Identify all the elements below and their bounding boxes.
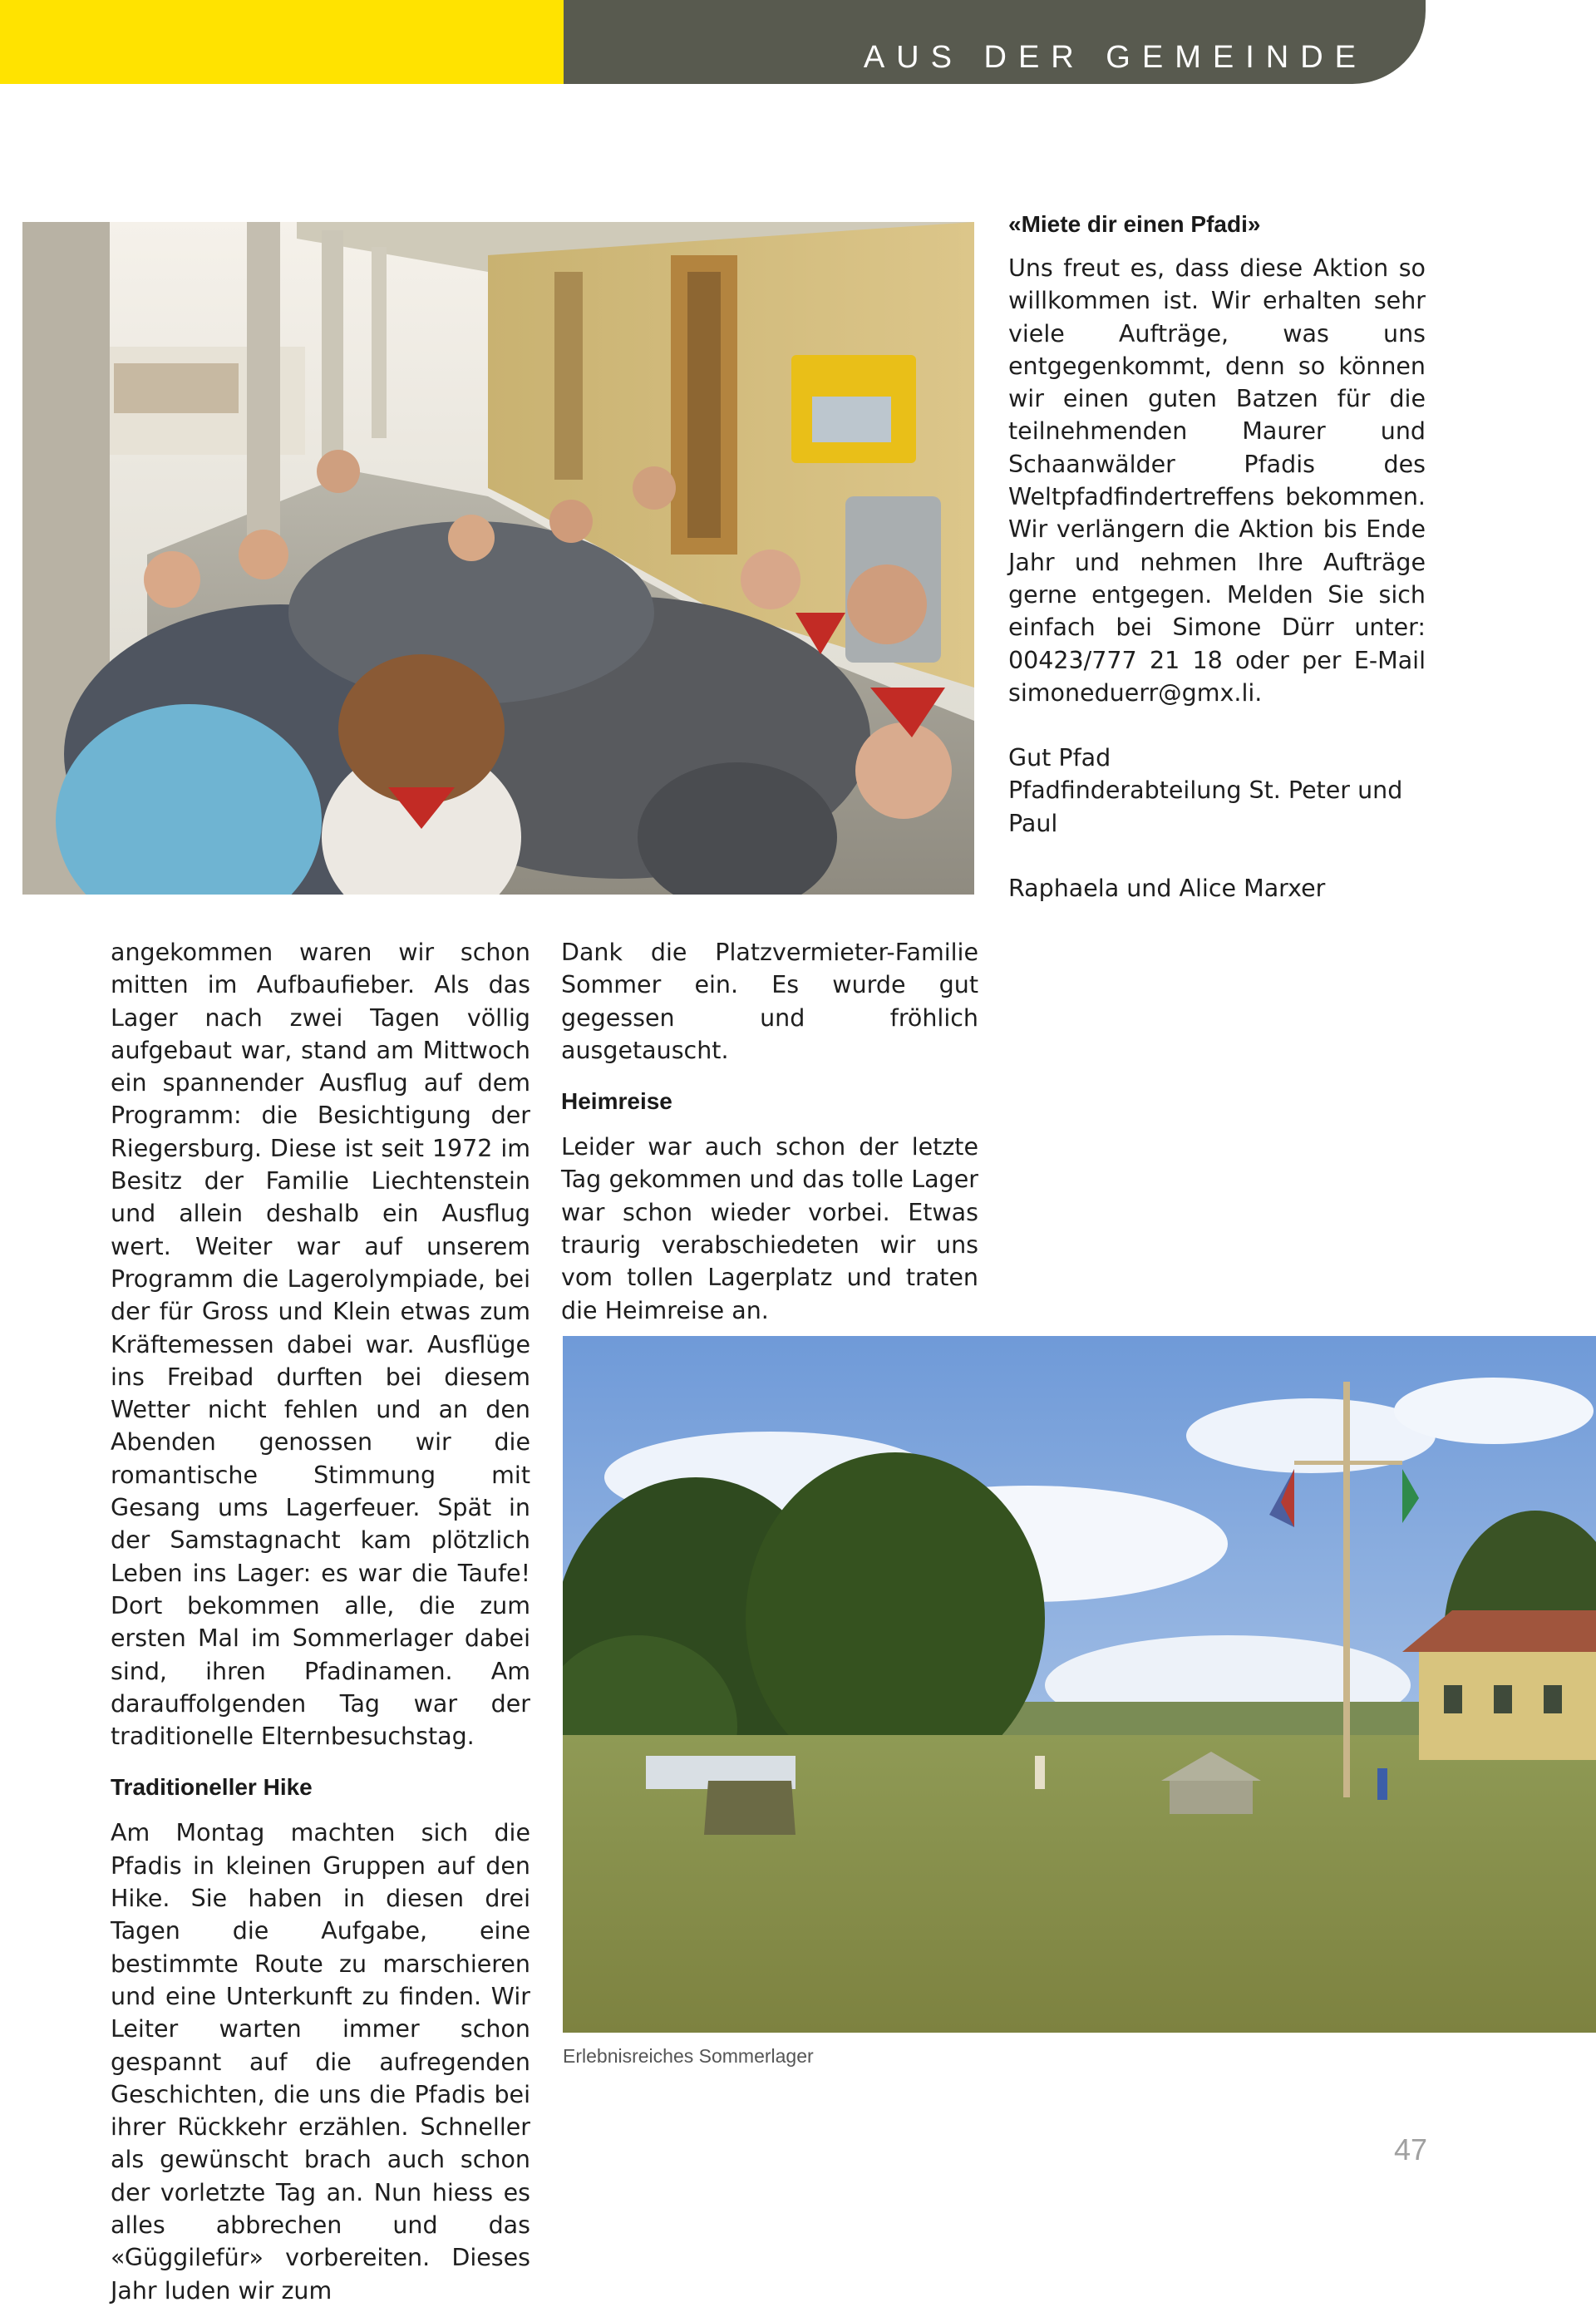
section-title: AUS DER GEMEINDE bbox=[863, 40, 1367, 75]
page-number: 47 bbox=[1393, 2132, 1427, 2167]
station-illustration bbox=[22, 222, 974, 895]
paragraph-hike: Am Montag machten sich die Pfadis in kleinen Gruppen auf den Hike. Sie haben in diesen drei Tagen die Aufgabe, eine bestimmte Route zu marschieren und eine Unterkunft zu finden. Wir Leiter warten immer schon gespannt auf die aufregenden Geschichten, die uns die Pfadis bei ihrer Rückkehr erzählen. Schneller als gewünscht brach auch schon der vorletzte Tag an. Nun hiess es alles abbrechen und das «Güggilefür» vorbereiten. Dieses Jahr luden wir zum bbox=[111, 1819, 530, 2305]
photo-scouts-at-station bbox=[22, 222, 974, 895]
column-right bbox=[1008, 208, 1426, 905]
paragraph-miete-aktion: Uns freut es, dass diese Aktion so willkommen ist. Wir erhalten sehr viele Aufträge, was uns entgegenkommt, denn so können wir einen guten Batzen für die teilnehmenden Maurer und Schaanwälder Pfadis des Weltpfadfindertreffens bekommen. Wir verlängern die Aktion bis Ende Jahr und nehmen Ihre Aufträge gerne entgegen. Melden Sie sich einfach bei Simone Dürr unter: 00423/777 21 18 oder per E-Mail simoneduerr@gmx.li. bbox=[1008, 254, 1426, 707]
header-section-bar bbox=[564, 0, 1426, 84]
photo-summer-camp bbox=[563, 1336, 1596, 2033]
paragraph-heimreise: Leider war auch schon der letzte Tag gekommen und das tolle Lager war schon wieder vorbei. Etwas traurig verabschiedeten wir uns vom tollen Lagerplatz und traten die Heimreise an. bbox=[561, 1133, 978, 1324]
column-left bbox=[111, 936, 530, 2307]
heading-miete-dir-einen-pfadi: «Miete dir einen Pfadi» bbox=[1008, 211, 1261, 237]
column-middle bbox=[561, 936, 978, 1327]
photo-caption: Erlebnisreiches Sommerlager bbox=[563, 2045, 814, 2067]
paragraph-dank: Dank die Platzvermieter-Familie Sommer ein. Es wurde gut gegessen und fröhlich ausgetauscht. bbox=[561, 939, 978, 1064]
camp-illustration bbox=[563, 1336, 1596, 2033]
heading-traditioneller-hike: Traditioneller Hike bbox=[111, 1774, 313, 1801]
closing-organization: Pfadfinderabteilung St. Peter und Paul bbox=[1008, 776, 1403, 837]
closing-greeting: Gut Pfad bbox=[1008, 744, 1111, 772]
closing-authors: Raphaela und Alice Marxer bbox=[1008, 875, 1326, 903]
header-accent-bar bbox=[0, 0, 564, 84]
paragraph-lager-programm: angekommen waren wir schon mitten im Aufbaufieber. Als das Lager nach zwei Tagen völlig aufgebaut war, stand am Mittwoch ein spannender Ausflug auf dem Programm: die Besichtigung der Riegersburg. Diese ist seit 1972 im Besitz der Familie Liechtenstein und allein deshalb ein Ausflug wert. Weiter war auf unserem Programm die Lagerolympiade, bei der für Gross und Klein etwas zum Kräftemessen dabei war. Ausflüge ins Freibad durften bei diesem Wetter nicht fehlen und an den Abenden genossen wir die romantische Stimmung mit Gesang ums Lagerfeuer. Spät in der Samstagnacht kam plötzlich Leben ins Lager: es war die Taufe! Dort bekommen alle, die zum ersten Mal im Sommerlager dabei sind, ihren Pfadinamen. Am darauffolgenden Tag war der traditionelle Elternbesuchstag. bbox=[111, 939, 530, 1751]
heading-heimreise: Heimreise bbox=[561, 1088, 672, 1115]
